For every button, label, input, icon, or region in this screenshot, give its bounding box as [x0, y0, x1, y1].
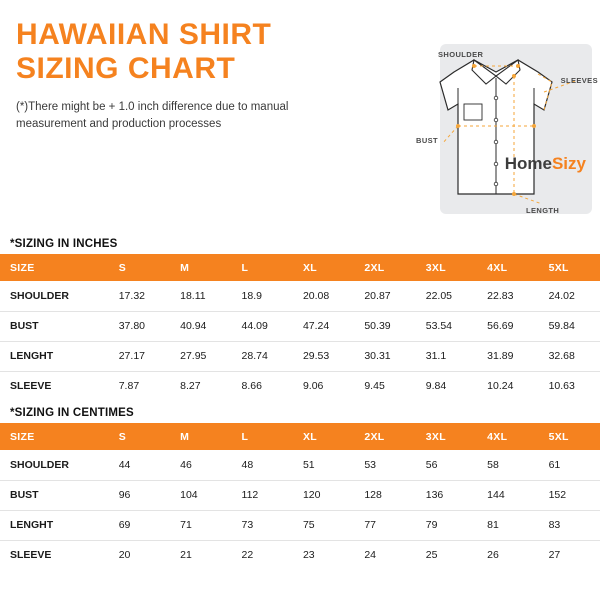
label-length: LENGTH	[526, 206, 560, 215]
cell: 31.1	[425, 350, 447, 362]
title-line-1: HAWAIIAN SHIRT	[16, 18, 272, 51]
cell: 7.87	[118, 380, 140, 393]
cell: 83	[548, 519, 561, 531]
col-3xl: 3XL	[416, 423, 477, 450]
col-5xl: 5XL	[539, 254, 600, 281]
cell: 23	[302, 549, 315, 562]
label-sleeves: SLEEVES	[560, 76, 598, 85]
cell: 44	[118, 458, 131, 471]
cell: 22.83	[487, 289, 514, 302]
row-label: SHOULDER	[10, 458, 69, 471]
col-l: L	[232, 423, 293, 450]
section-title-inches: *SIZING IN INCHES	[10, 238, 118, 250]
col-m: M	[170, 254, 231, 281]
cell: 9.06	[302, 380, 324, 393]
cell: 22	[241, 549, 254, 562]
cell: 28.74	[241, 350, 268, 362]
cell: 112	[241, 489, 259, 501]
cell: 96	[118, 489, 131, 501]
row-label: BUST	[10, 489, 39, 501]
col-size: SIZE	[0, 423, 109, 450]
cell: 32.68	[548, 350, 575, 362]
cell: 81	[487, 519, 499, 531]
cell: 104	[180, 489, 198, 501]
col-2xl: 2XL	[354, 423, 415, 450]
cell: 27.17	[118, 350, 145, 362]
table-row	[0, 341, 600, 371]
cell: 71	[180, 519, 192, 531]
cell: 10.63	[548, 380, 575, 393]
shirt-diagram	[346, 26, 598, 222]
col-s: S	[109, 254, 170, 281]
row-label: BUST	[10, 320, 39, 332]
col-4xl: 4XL	[477, 254, 538, 281]
page-title	[16, 18, 376, 133]
row-label: SLEEVE	[10, 549, 52, 562]
sizing-inches-section	[0, 238, 600, 401]
cell: 40.94	[180, 320, 207, 332]
cell: 73	[241, 519, 254, 531]
col-xl: XL	[293, 423, 354, 450]
cell: 8.27	[180, 380, 201, 393]
col-2xl: 2XL	[354, 254, 415, 281]
brand-part-2: Sizy	[551, 154, 586, 173]
cell: 27.95	[180, 350, 207, 362]
cell: 56	[425, 458, 438, 471]
cell: 75	[302, 519, 315, 531]
row-label: LENGHT	[10, 519, 54, 531]
cell: 69	[118, 519, 131, 531]
cell: 46	[180, 458, 192, 471]
col-xl: XL	[293, 254, 354, 281]
cell: 20.08	[302, 289, 330, 302]
table-row	[0, 450, 600, 480]
label-bust: BUST	[416, 136, 439, 145]
cell: 18.9	[241, 289, 262, 302]
cell: 9.84	[425, 380, 447, 393]
title-line-2: SIZING CHART	[16, 51, 236, 85]
cell: 8.66	[241, 380, 262, 393]
cell: 53.54	[425, 320, 453, 332]
sizing-table-centimetres	[0, 423, 600, 570]
brand-logo	[505, 154, 586, 174]
cell: 9.45	[364, 380, 385, 393]
cell: 18.11	[180, 289, 206, 302]
measurement-note: (*)There might be + 1.0 inch difference due to manual measurement and production processes	[16, 101, 289, 130]
col-5xl: 5XL	[539, 423, 600, 450]
cell: 27	[548, 549, 561, 562]
col-size: SIZE	[0, 254, 109, 281]
header	[0, 0, 600, 232]
cell: 44.09	[241, 320, 268, 332]
col-l: L	[232, 254, 293, 281]
cell: 61	[548, 458, 561, 471]
row-label: LENGHT	[10, 350, 54, 362]
table-header-row	[0, 254, 600, 281]
row-label: SLEEVE	[10, 380, 52, 393]
cell: 58	[487, 458, 499, 471]
cell: 26	[487, 549, 499, 562]
cell: 128	[364, 489, 382, 501]
table-row	[0, 371, 600, 401]
row-label: SHOULDER	[10, 289, 69, 302]
cell: 47.24	[302, 320, 330, 332]
cell: 51	[302, 458, 315, 471]
table-row	[0, 480, 600, 510]
cell: 50.39	[364, 320, 391, 332]
col-4xl: 4XL	[477, 423, 538, 450]
cell: 120	[302, 489, 321, 501]
cell: 59.84	[548, 320, 575, 332]
cell: 24.02	[548, 289, 575, 302]
cell: 136	[425, 489, 444, 501]
cell: 29.53	[302, 350, 330, 362]
cell: 152	[548, 489, 567, 501]
table-row	[0, 281, 600, 311]
cell: 56.69	[487, 320, 514, 332]
cell: 25	[425, 549, 438, 562]
cell: 17.32	[118, 289, 145, 302]
sizing-centimetres-section	[0, 407, 600, 570]
table-row	[0, 510, 600, 540]
col-3xl: 3XL	[416, 254, 477, 281]
cell: 10.24	[487, 380, 514, 393]
cell: 144	[487, 489, 505, 501]
cell: 20	[118, 549, 131, 562]
sizing-table-inches	[0, 254, 600, 401]
cell: 79	[425, 519, 438, 531]
col-m: M	[170, 423, 231, 450]
label-shoulder: SHOULDER	[438, 50, 484, 59]
cell: 37.80	[118, 320, 145, 332]
brand-part-1: Home	[504, 154, 552, 173]
cell: 48	[241, 458, 254, 471]
cell: 31.89	[487, 350, 514, 362]
cell: 21	[180, 549, 192, 562]
cell: 22.05	[425, 289, 453, 302]
cell: 77	[364, 519, 377, 531]
cell: 53	[364, 458, 377, 471]
table-row	[0, 311, 600, 341]
cell: 24	[364, 549, 377, 562]
cell: 20.87	[364, 289, 391, 302]
col-s: S	[109, 423, 170, 450]
section-title-centimetres: *SIZING IN CENTIMES	[10, 407, 134, 419]
cell: 30.31	[364, 350, 391, 362]
table-row	[0, 540, 600, 570]
table-header-row	[0, 423, 600, 450]
